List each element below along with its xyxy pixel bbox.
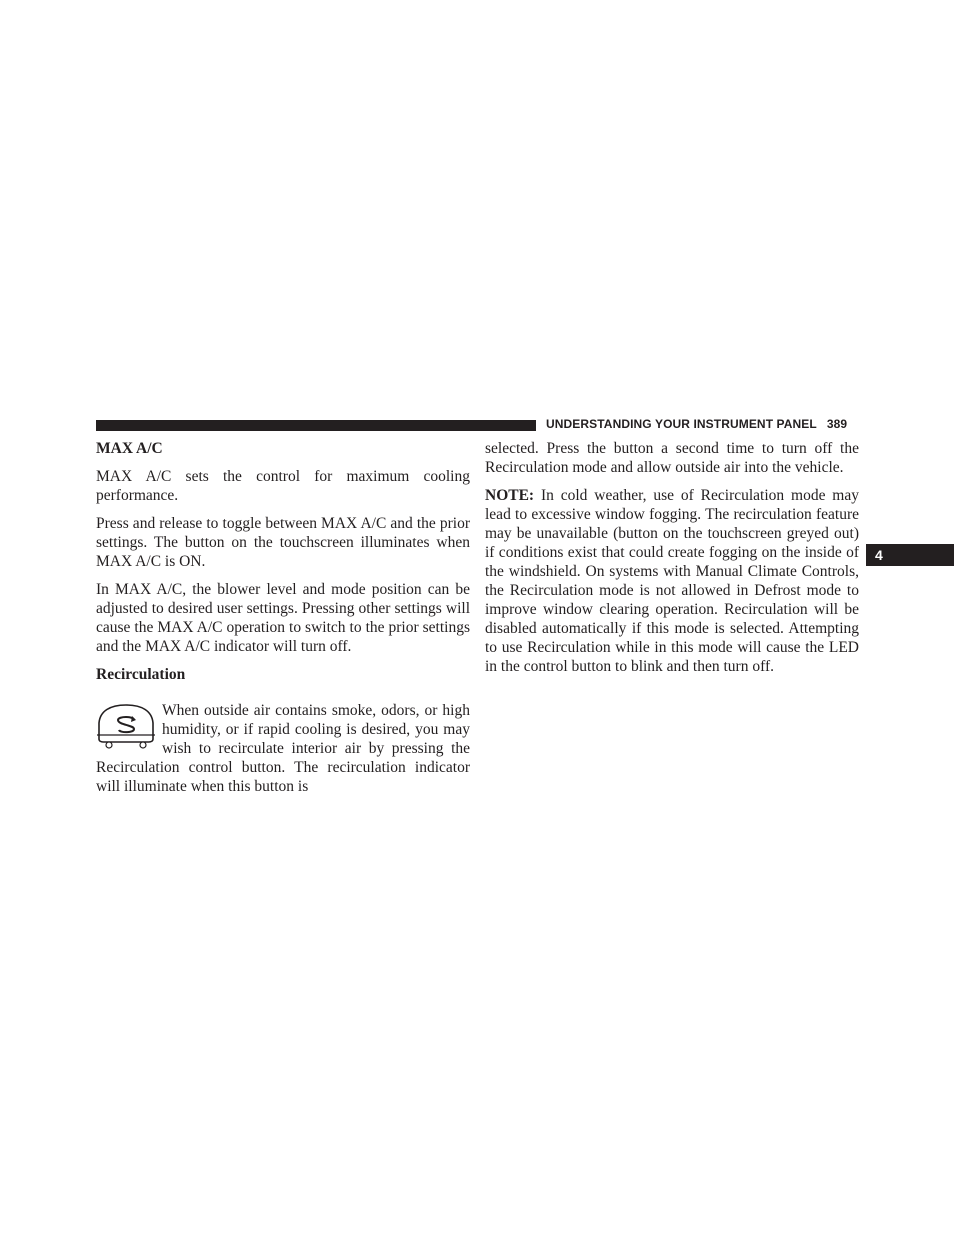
max-ac-paragraph-3: In MAX A/C, the blower level and mode position can be adjusted to desired user settings. Pressing other settings will cause the MAX A/C operation to switch to the prior settings and the MAX A/C indicator will turn off. [96, 581, 470, 655]
recirculation-heading: Recirculation [96, 666, 186, 683]
note-label: NOTE: [485, 487, 535, 504]
header-rule [96, 420, 536, 431]
recirculation-text: When outside air contains smoke, odors, or high humidity, or if rapid cooling is desired, you may wish to recirculate interior air by pressing the Recirculation control button. The recirculation indicator will illuminate when this button is [96, 702, 470, 795]
max-ac-paragraph-1: MAX A/C sets the control for maximum cooling performance. [96, 468, 470, 504]
recirculation-icon [96, 701, 156, 751]
left-column [96, 439, 470, 796]
max-ac-paragraph-2: Press and release to toggle between MAX A/C and the prior settings. The button on the touchscreen illuminates when MAX A/C is ON. [96, 515, 470, 570]
note-text: In cold weather, use of Recirculation mode may lead to excessive window fogging. The recirculation feature may be unavailable (button on the touchscreen greyed out) if conditions exist that could create fogging on the inside of the windshield. On systems with Manual Climate Controls, the Recirculation mode is not allowed in Defrost mode to improve window clearing operation. Recirculation will be disabled automatically if this mode is selected. Attempting to use Recirculation while in this mode will cause the LED in the control button to blink and then turn off. [485, 487, 859, 675]
recirculation-continuation: selected. Press the button a second time to turn off the Recirculation mode and allow outside air into the vehicle. [485, 440, 859, 476]
page-number: 389 [826, 417, 848, 431]
chapter-number: 4 [875, 547, 883, 563]
note-paragraph [485, 486, 859, 676]
section-title: UNDERSTANDING YOUR INSTRUMENT PANEL [546, 417, 817, 431]
recirculation-section [96, 701, 470, 796]
right-column [485, 439, 859, 685]
running-header [546, 417, 847, 431]
max-ac-heading: MAX A/C [96, 440, 163, 457]
chapter-tab [866, 544, 954, 566]
